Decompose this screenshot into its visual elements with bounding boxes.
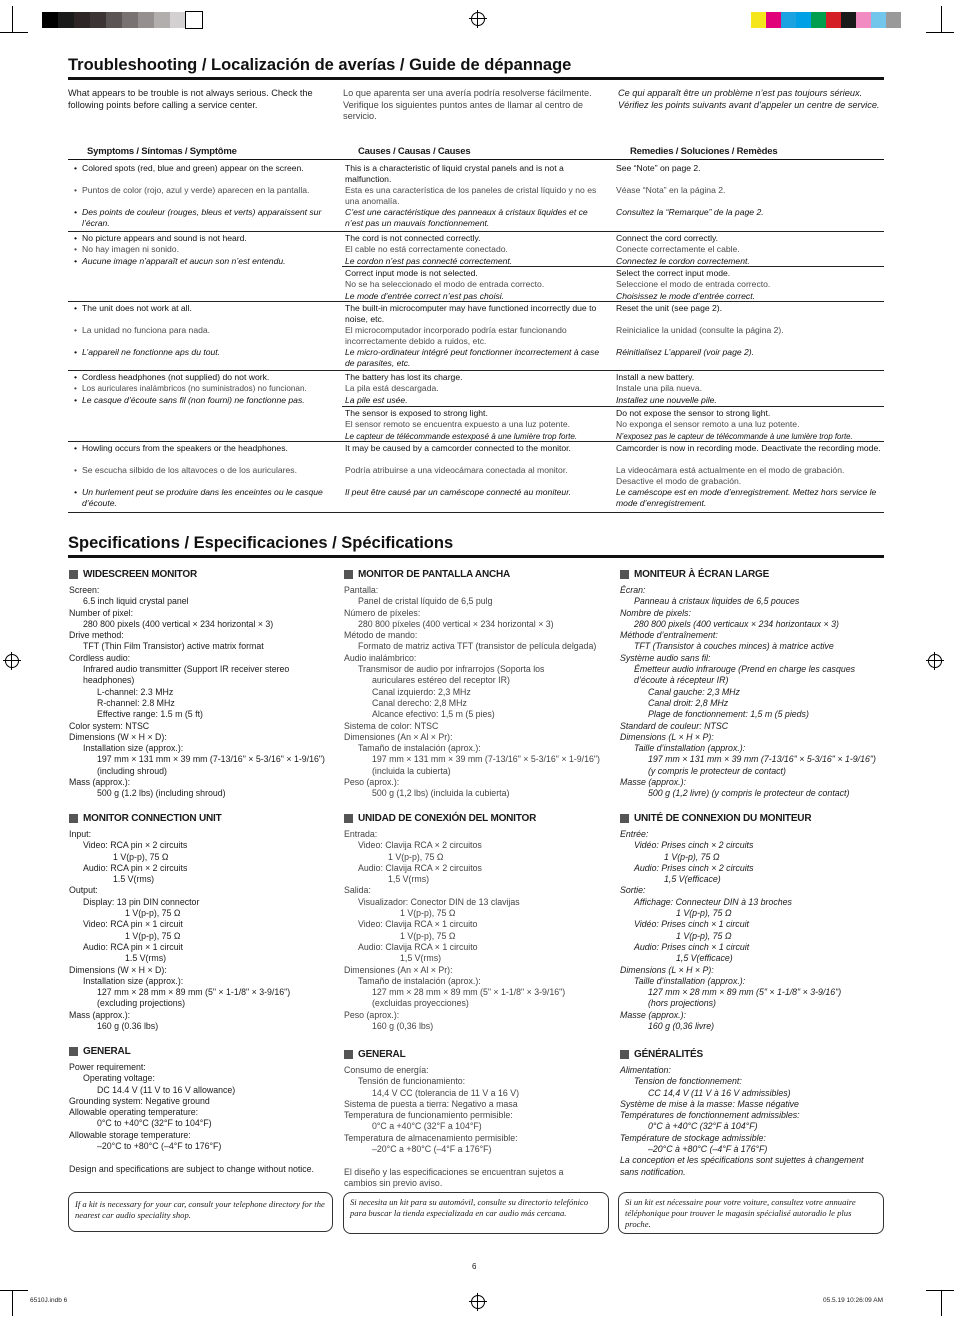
spec-line: Allowable operating temperature:	[69, 1107, 199, 1118]
spec-line: 1 V(p-p), 75 Ω	[676, 930, 732, 941]
spec-line: (y compris le protecteur de contact)	[648, 765, 786, 776]
spec-line: Masse (approx.):	[620, 777, 686, 788]
spec-line: 0°C à +40°C (32°F à 104°F)	[648, 1121, 758, 1132]
specifications-title: Specifications / Especificaciones / Spécifications	[68, 534, 454, 552]
spec-line: Allowable storage temperature:	[69, 1129, 191, 1140]
spec-line: Video: Clavija RCA × 1 circuito	[358, 919, 478, 930]
cause-fr: Il peut être causé par un caméscope connecté au moniteur.	[345, 487, 572, 497]
color-swatch	[42, 12, 58, 28]
spec-line: Panel de cristal líquido de 6,5 pulg	[358, 596, 493, 607]
registration-mark-top	[471, 12, 485, 26]
cause-es: La pila está descargada.	[345, 383, 439, 394]
spec-line: Video: RCA pin × 2 circuits	[83, 840, 188, 851]
table-bottom-rule	[68, 512, 884, 513]
symptom-en: • Cordless headphones (not supplied) do not work.	[72, 372, 336, 383]
spec-line: 127 mm × 28 mm × 89 mm (5" × 1-1/8" × 3-9/16")	[372, 987, 566, 998]
spec-line: Sistema de puesta a tierra: Negativo a masa	[344, 1098, 518, 1109]
spec-line: –20°C à +80°C (–4°F à 176°F)	[648, 1144, 768, 1155]
spec-line: 1,5 V(efficace)	[664, 874, 721, 885]
spec-line: CC 14,4 V (11 V à 16 V admissibles)	[648, 1087, 791, 1098]
cause-fr: Le capteur de télécommande estexposé à une lumière trop forte.	[345, 431, 578, 441]
spec-line: Température de stockage admissible:	[620, 1132, 766, 1143]
cause-fr: Le mode d’entrée correct n’est pas choisi.	[345, 290, 505, 301]
spec-line: Canal droit: 2,8 MHz	[648, 697, 729, 708]
spec-line: Sortie:	[620, 885, 646, 896]
color-swatch	[74, 12, 90, 28]
remedy-fr: Choisissez le mode d’entrée correct.	[616, 290, 755, 301]
page-number: 6	[472, 1262, 477, 1271]
cause-cell	[345, 233, 607, 267]
row-divider	[342, 406, 884, 407]
spec-line: Audio inalámbrico:	[344, 652, 417, 663]
color-swatch	[751, 12, 766, 28]
remedy-fr: Consultez la “Remarque” de la page 2.	[616, 207, 764, 217]
spec-line: Operating voltage:	[83, 1073, 155, 1084]
spec-line: Tensión de funcionamiento:	[358, 1076, 466, 1087]
spec-line: Standard de couleur: NTSC	[620, 720, 729, 731]
spec-line: (excluding projections)	[97, 998, 186, 1009]
table-row	[72, 372, 336, 406]
spec-line: Dimensions (W × H × D):	[69, 964, 167, 975]
fr-general-specs	[620, 1065, 864, 1178]
spec-line: Méthode d’entraînement:	[620, 630, 718, 641]
spec-line: Panneau à cristaux liquides de 6,5 pouces	[634, 596, 800, 607]
color-swatch	[841, 12, 856, 28]
spec-line: 280 800 píxeles (400 vertical × 234 horizontal × 3)	[358, 618, 554, 629]
spec-line: 1 V(p-p), 75 Ω	[125, 908, 181, 919]
remedy-es: La videocámara está actualmente en el modo de grabación. Desactive el modo de grabación.	[616, 465, 845, 487]
spec-line: Masse (approx.):	[620, 1009, 686, 1020]
spec-line: Tamaño de instalación (aprox.):	[358, 743, 481, 754]
spec-line: 280 800 pixels (400 vertical × 234 horizontal × 3)	[83, 618, 274, 629]
spec-title-rule	[68, 555, 884, 558]
spec-line: Salida:	[344, 885, 371, 896]
color-swatch	[138, 12, 154, 28]
spec-line: Formato de matriz activa TFT (transistor de película delgada)	[358, 641, 597, 652]
fr-monitor-heading: MONITEUR À ÉCRAN LARGE	[620, 569, 769, 580]
spec-line: Taille d’installation (approx.):	[634, 743, 746, 754]
remedy-es: Reinicialice la unidad (consulte la página 2).	[616, 325, 784, 335]
remedy-es: Véase “Nota” en la página 2.	[616, 185, 726, 195]
cause-en: The sensor is exposed to strong light.	[345, 408, 488, 418]
color-swatch	[811, 12, 826, 28]
symptom-en: • No picture appears and sound is not heard.	[72, 233, 336, 244]
remedy-fr: Le caméscope est en mode d’enregistrement. Mettez hors service le mode d’enregistrement.	[616, 487, 877, 509]
spec-line: –20°C to +80°C (–4°F to 176°F)	[97, 1141, 222, 1152]
remedy-cell	[616, 163, 884, 218]
spec-line: Tension de fonctionnement:	[634, 1076, 742, 1087]
spec-line: Mass (approx.):	[69, 1009, 131, 1020]
cause-cell	[345, 268, 607, 302]
cause-cell	[345, 303, 607, 370]
title-rule	[68, 77, 884, 80]
cause-cell	[345, 163, 607, 230]
spec-line: Dimensiones (An × Al × Pr):	[344, 731, 453, 742]
spec-line: Système de mise à la masse: Masse négative	[620, 1098, 799, 1109]
spec-line: Infrared audio transmitter (Support IR receiver stereo	[83, 664, 290, 675]
color-swatch	[122, 12, 138, 28]
symptom-en: • Howling occurs from the speakers or the headphones.	[72, 443, 336, 465]
spec-line: sans notification.	[620, 1166, 686, 1177]
color-swatch	[90, 12, 106, 28]
remedy-es: Seleccione el modo de entrada correcto.	[616, 279, 771, 290]
spec-line: 127 mm × 28 mm × 89 mm (5" × 1-1/8" × 3-9/16")	[97, 987, 291, 998]
spec-line: Video: RCA pin × 1 circuit	[83, 919, 183, 930]
symptom-fr: • Des points de couleur (rouges, bleus et verts) apparaissent sur l’écran.	[72, 207, 336, 230]
remedy-cell	[616, 233, 884, 267]
spec-line: Display: 13 pin DIN connector	[83, 896, 200, 907]
spec-line: 280 800 pixels (400 verticaux × 234 horizontaux × 3)	[634, 618, 839, 629]
spec-line: Peso (aprox.):	[344, 1009, 400, 1020]
spec-line: Système audio sans fil:	[620, 652, 711, 663]
symptom-es: • La unidad no funciona para nada.	[72, 325, 336, 347]
registration-mark-bottom	[471, 1295, 485, 1309]
es-connection-specs	[344, 829, 565, 1032]
color-swatch	[106, 12, 122, 28]
spec-line: Vidéo: Prises cinch × 1 circuit	[634, 919, 749, 930]
remedy-cell	[616, 268, 884, 302]
symptom-fr: • Un hurlement peut se produire dans les enceintes ou le casque d’écoute.	[72, 487, 336, 510]
spec-line: Visualizador: Conector DIN de 13 clavijas	[358, 896, 520, 907]
es-monitor-specs	[344, 585, 600, 800]
color-swatch	[58, 12, 74, 28]
troubleshooting-title: Troubleshooting / Localización de averías / Guide de dépannage	[68, 56, 572, 74]
spec-line: 1 V(p-p), 75 Ω	[388, 851, 444, 862]
footer-timestamp: 05.5.19 10:26:09 AM	[823, 1297, 883, 1304]
spec-line	[69, 1152, 314, 1163]
row-divider	[68, 370, 884, 371]
en-general-specs	[69, 1062, 314, 1175]
spec-line: R-channel: 2.8 MHz	[97, 697, 175, 708]
remedy-en: Do not expose the sensor to strong light.	[616, 408, 771, 418]
table-row	[72, 163, 336, 230]
spec-line: 197 mm × 131 mm × 39 mm (7-13/16" × 5-3/16" × 1-9/16")	[648, 754, 876, 765]
cause-es: Podría atribuirse a una videocámara conectada al monitor.	[345, 465, 568, 475]
spec-line: 127 mm × 28 mm × 89 mm (5" × 1-1/8" × 3-9/16")	[648, 987, 842, 998]
spec-line: Grounding system: Negative ground	[69, 1095, 210, 1106]
symptoms-header: Symptoms / Síntomas / Symptôme	[87, 146, 237, 157]
intro-french: Ce qui apparaît être un problème n’est pas toujours sérieux. Vérifiez les points suivants avant d’appeler un centre de service.	[618, 88, 880, 110]
spec-line: Entrée:	[620, 829, 649, 839]
spec-line: 197 mm × 131 mm × 39 mm (7-13/16" × 5-3/16" × 1-9/16")	[97, 754, 325, 765]
remedy-en: Select the correct input mode.	[616, 268, 731, 278]
cause-es: El sensor remoto se encuentra expuesto a una luz potente.	[345, 419, 571, 430]
fr-monitor-specs	[620, 585, 876, 800]
color-swatch	[796, 12, 811, 28]
spec-line: 1,5 V(efficace)	[676, 953, 733, 964]
spec-line: Mass (approx.):	[69, 777, 131, 788]
spec-line: Écran:	[620, 585, 646, 595]
spec-line: L-channel: 2.3 MHz	[97, 686, 174, 697]
spec-line: Input:	[69, 829, 92, 839]
cause-es: No se ha seleccionado el modo de entrada correcto.	[345, 279, 545, 290]
causes-header: Causes / Causas / Causes	[358, 146, 471, 157]
spec-line: 160 g (0.36 lbs)	[97, 1021, 159, 1032]
spec-line: 1 V(p-p), 75 Ω	[113, 851, 169, 862]
table-row	[72, 233, 336, 267]
spec-line: El diseño y las especificaciones se encuentran sujetos a	[344, 1166, 564, 1177]
note-spanish: Si necesita un kit para su automóvil, consulte su directorio telefónico para buscar la tienda especializada en car audio más cercana.	[343, 1192, 609, 1234]
color-swatch	[856, 12, 871, 28]
spec-line: 500 g (1.2 lbs) (including shroud)	[97, 788, 226, 799]
spec-line: 160 g (0,36 lbs)	[372, 1021, 434, 1032]
remedy-fr: N’exposez pas le capteur de télécommande à une lumière trop forte.	[616, 431, 853, 441]
spec-line: Audio: Clavija RCA × 1 circuito	[358, 941, 478, 952]
spec-line: Dimensions (L × H × P):	[620, 731, 714, 742]
spec-line: Installation size (approx.):	[83, 743, 184, 754]
spec-line: 1.5 V(rms)	[113, 874, 155, 885]
spec-line: Video: Clavija RCA × 2 circuitos	[358, 840, 482, 851]
row-divider	[342, 266, 884, 267]
spec-line: (excluidas proyecciones)	[372, 998, 469, 1009]
symptom-en: • Colored spots (red, blue and green) appear on the screen.	[72, 163, 336, 185]
spec-line: Cordless audio:	[69, 652, 131, 663]
note-english: If a kit is necessary for your car, consult your telephone directory for the nearest car audio speciality shop.	[68, 1192, 333, 1232]
registration-mark-right	[928, 654, 942, 668]
spec-line: (incluida la cubierta)	[372, 765, 451, 776]
spec-line: 500 g (1,2 lbs) (incluida la cubierta)	[372, 788, 510, 799]
en-monitor-heading: WIDESCREEN MONITOR	[69, 569, 197, 580]
es-general-specs	[344, 1065, 564, 1189]
spec-line: 1 V(p-p), 75 Ω	[400, 908, 456, 919]
cause-en: This is a characteristic of liquid crystal panels and is not a malfunction.	[345, 163, 564, 185]
note-french: Si un kit est nécessaire pour votre voiture, consultez votre annuaire téléphonique pour trouver le magasin spécialisé autoradio le plus proche.	[618, 1192, 884, 1234]
symptom-fr: • L’appareil ne fonctionne aps du tout.	[72, 347, 336, 358]
spec-line: 500 g (1,2 livre) (y compris le protecteur de contact)	[648, 788, 850, 799]
color-swatch	[781, 12, 796, 28]
symptom-es: • No hay imagen ni sonido.	[72, 244, 336, 255]
spec-line: Audio: Prises cinch × 2 circuits	[634, 862, 754, 873]
spec-line: Dimensions (L × H × P):	[620, 964, 714, 975]
spec-line: 1 V(p-p), 75 Ω	[400, 930, 456, 941]
en-connection-heading: MONITOR CONNECTION UNIT	[69, 813, 222, 824]
registration-mark-left	[5, 654, 19, 668]
fr-connection-heading: UNITÉ DE CONNEXION DU MONITEUR	[620, 813, 811, 824]
spec-line: 1,5 V(rms)	[400, 953, 442, 964]
spec-line: 197 mm × 131 mm × 39 mm (7-13/16" × 5-3/16" × 1-9/16")	[372, 754, 600, 765]
spec-line: 1.5 V(rms)	[125, 953, 167, 964]
spec-line: Canal gauche: 2,3 MHz	[648, 686, 740, 697]
table-row	[72, 303, 336, 358]
cause-fr: C’est une caractéristique des panneaux à cristaux liquides et ce n’est pas un mauvais fonctionnement.	[345, 207, 588, 229]
spec-line: 6.5 inch liquid crystal panel	[83, 596, 189, 607]
cause-fr: Le micro-ordinateur intégré peut fonctionner incorrectement à case de parasites, etc.	[345, 347, 600, 369]
spec-line: 14,4 V CC (tolerancia de 11 V a 16 V)	[372, 1087, 520, 1098]
es-connection-heading: UNIDAD DE CONEXIÓN DEL MONITOR	[344, 813, 536, 824]
spec-line: Power requirement:	[69, 1062, 146, 1072]
spec-line: Émetteur audio infrarouge (Prend en charge les casques	[634, 664, 856, 675]
spec-line: Output:	[69, 885, 98, 896]
spec-line: 0°C to +40°C (32°F to 104°F)	[97, 1118, 212, 1129]
cause-es: Esta es una característica de los paneles de cristal líquido y no es una anomalía.	[345, 185, 597, 207]
spec-line: d’écoute à récepteur IR)	[634, 675, 729, 686]
spec-line: Número de píxeles:	[344, 607, 421, 618]
cause-fr: Le cordon n’est pas connecté correctement.	[345, 255, 513, 266]
intro-english: What appears to be trouble is not always serious. Check the following points before calling a service center.	[68, 88, 313, 110]
spec-line: Taille d’installation (approx.):	[634, 975, 746, 986]
remedies-header: Remedies / Soluciones / Remèdes	[630, 146, 778, 157]
remedy-en: Reset the unit (see page 2).	[616, 303, 723, 313]
spec-line: cambios sin previo aviso.	[344, 1177, 443, 1188]
spec-line: 0°C a +40°C (32°F a 104°F)	[372, 1121, 482, 1132]
intro-spanish: Lo que aparenta ser una avería podría resolverse fácilmente. Verifique los siguientes puntos antes de llamar al centro de servicio.	[343, 88, 592, 121]
spec-line: 1 V(p-p), 75 Ω	[125, 930, 181, 941]
spec-line: Vidéo: Prises cinch × 2 circuits	[634, 840, 754, 851]
row-divider	[68, 441, 884, 442]
remedy-en: See “Note” on page 2.	[616, 163, 701, 173]
spec-line: Design and specifications are subject to change without notice.	[69, 1163, 314, 1174]
spec-line: headphones)	[83, 675, 135, 686]
spec-line: Consumo de energía:	[344, 1065, 429, 1075]
remedy-cell	[616, 408, 886, 442]
row-divider	[68, 231, 884, 232]
symptom-es: • Puntos de color (rojo, azul y verde) aparecen en la pantalla.	[72, 185, 336, 207]
en-general-heading: GENERAL	[69, 1046, 131, 1057]
cause-cell	[345, 372, 607, 406]
symptom-es: • Se escucha silbido de los altavoces o de los auriculares.	[72, 465, 336, 487]
color-swatch	[886, 12, 901, 28]
cause-en: The cord is not connected correctly.	[345, 233, 481, 243]
spec-line: (hors projections)	[648, 998, 716, 1009]
spec-line	[344, 1155, 564, 1166]
cause-en: The battery has lost its charge.	[345, 372, 463, 382]
es-general-heading: GENERAL	[344, 1049, 406, 1060]
spec-line: Screen:	[69, 585, 100, 595]
spec-line: Audio: RCA pin × 2 circuits	[83, 862, 188, 873]
cause-en: The built-in microcomputer may have functioned incorrectly due to noise, etc.	[345, 303, 597, 325]
spec-line: –20°C a +80°C (–4°F a 176°F)	[372, 1144, 492, 1155]
spec-line: Temperatura de funcionamiento permisible:	[344, 1110, 513, 1121]
spec-line: Entrada:	[344, 829, 378, 839]
spec-line: Dimensions (W × H × D):	[69, 731, 167, 742]
spec-line: Sistema de color: NTSC	[344, 720, 439, 731]
spec-line: Plage de fonctionnement: 1,5 m (5 pieds)	[648, 709, 809, 720]
color-swatch	[170, 12, 186, 28]
spec-line: Audio: Clavija RCA × 2 circuitos	[358, 862, 482, 873]
remedy-fr: Réinitialisez L’appareil (voir page 2).	[616, 347, 755, 357]
spec-line: TFT (Transistor à couches minces) à matrice active	[634, 641, 834, 652]
remedy-fr: Connectez le cordon correctement.	[616, 255, 750, 266]
remedy-cell	[616, 372, 884, 406]
remedy-es: No exponga el sensor remoto a una luz potente.	[616, 419, 800, 430]
spec-line: Températures de fonctionnement admissibles:	[620, 1110, 800, 1121]
table-header-rule	[68, 159, 884, 160]
spec-line: Temperatura de almacenamiento permisible:	[344, 1132, 518, 1143]
table-row	[72, 443, 336, 510]
symptom-fr: • Aucune image n’apparaît et aucun son n’est entendu.	[72, 256, 336, 267]
color-swatch	[766, 12, 781, 28]
spec-line: TFT (Thin Film Transistor) active matrix format	[83, 641, 264, 652]
es-monitor-heading: MONITOR DE PANTALLA ANCHA	[344, 569, 510, 580]
spec-line: 1 V(p-p), 75 Ω	[664, 851, 720, 862]
color-swatch	[186, 12, 202, 28]
cause-es: El cable no está correctamente conectado.	[345, 244, 508, 255]
remedy-es: Conecte correctamente el cable.	[616, 244, 740, 255]
spec-line: Nombre de pixels:	[620, 607, 691, 618]
spec-line: Drive method:	[69, 630, 124, 641]
spec-line: DC 14.4 V (11 V to 16 V allowance)	[97, 1084, 236, 1095]
en-connection-specs	[69, 829, 290, 1032]
remedy-cell	[616, 443, 884, 510]
spec-line: Color system: NTSC	[69, 720, 150, 731]
remedy-cell	[616, 303, 884, 358]
spec-line: (including shroud)	[97, 765, 167, 776]
fr-connection-specs	[620, 829, 841, 1032]
remedy-en: Install a new battery.	[616, 372, 695, 382]
remedy-en: Connect the cord correctly.	[616, 233, 719, 243]
spec-line: Alcance efectivo: 1,5 m (5 pies)	[372, 709, 495, 720]
fr-general-heading: GÉNÉRALITÉS	[620, 1049, 703, 1060]
symptom-en: • The unit does not work at all.	[72, 303, 336, 325]
en-monitor-specs	[69, 585, 325, 800]
spec-line: Dimensiones (An × Al × Pr):	[344, 964, 453, 975]
spec-line: Tamaño de instalación (aprox.):	[358, 975, 481, 986]
spec-line: auriculares estéreo del receptor IR)	[372, 675, 510, 686]
color-swatch	[826, 12, 841, 28]
footer-file: 6510J.indb 6	[30, 1297, 68, 1304]
spec-line: Effective range: 1.5 m (5 ft)	[97, 709, 203, 720]
row-divider	[68, 301, 884, 302]
spec-line: La conception et les spécifications sont sujettes à changement	[620, 1155, 864, 1166]
cause-cell	[345, 408, 611, 442]
spec-line: Alimentation:	[620, 1065, 671, 1075]
spec-line: Audio: RCA pin × 1 circuit	[83, 941, 183, 952]
spec-line: Transmisor de audio por infrarrojos (Soporta los	[358, 664, 545, 675]
symptom-fr: • Le casque d’écoute sans fil (non fourni) ne fonctionne pas.	[72, 395, 336, 406]
cause-fr: La pile est usée.	[345, 394, 408, 405]
spec-line: Canal derecho: 2,8 MHz	[372, 697, 467, 708]
remedy-fr: Installez une nouvelle pile.	[616, 394, 717, 405]
remedy-es: Instale una pila nueva.	[616, 383, 703, 394]
color-swatch	[871, 12, 886, 28]
cause-cell	[345, 443, 607, 498]
cause-es: El microcomputador incorporado podría estar funcionando incorrectamente debido a ruidos, etc.	[345, 325, 567, 347]
spec-line: Affichage: Connecteur DIN à 13 broches	[634, 896, 792, 907]
symptom-es: • Los auriculares inalámbricos (no suministrados) no funcionan.	[72, 383, 336, 394]
spec-line: 160 g (0,36 livre)	[648, 1021, 715, 1032]
spec-line: Canal izquierdo: 2,3 MHz	[372, 686, 471, 697]
spec-line: Peso (aprox.):	[344, 777, 400, 788]
spec-line: Number of pixel:	[69, 607, 134, 618]
spec-line: Método de mando:	[344, 630, 418, 641]
cause-en: It may be caused by a camcorder connected to the monitor.	[345, 443, 571, 453]
spec-line: 1 V(p-p), 75 Ω	[676, 908, 732, 919]
spec-line: Audio: Prises cinch × 1 circuit	[634, 941, 750, 952]
spec-line: Pantalla:	[344, 585, 379, 595]
remedy-en: Camcorder is now in recording mode. Deactivate the recording mode.	[616, 443, 881, 453]
spec-line: 1,5 V(rms)	[388, 874, 430, 885]
color-swatch	[154, 12, 170, 28]
cause-en: Correct input mode is not selected.	[345, 268, 478, 278]
spec-line: Installation size (approx.):	[83, 975, 184, 986]
